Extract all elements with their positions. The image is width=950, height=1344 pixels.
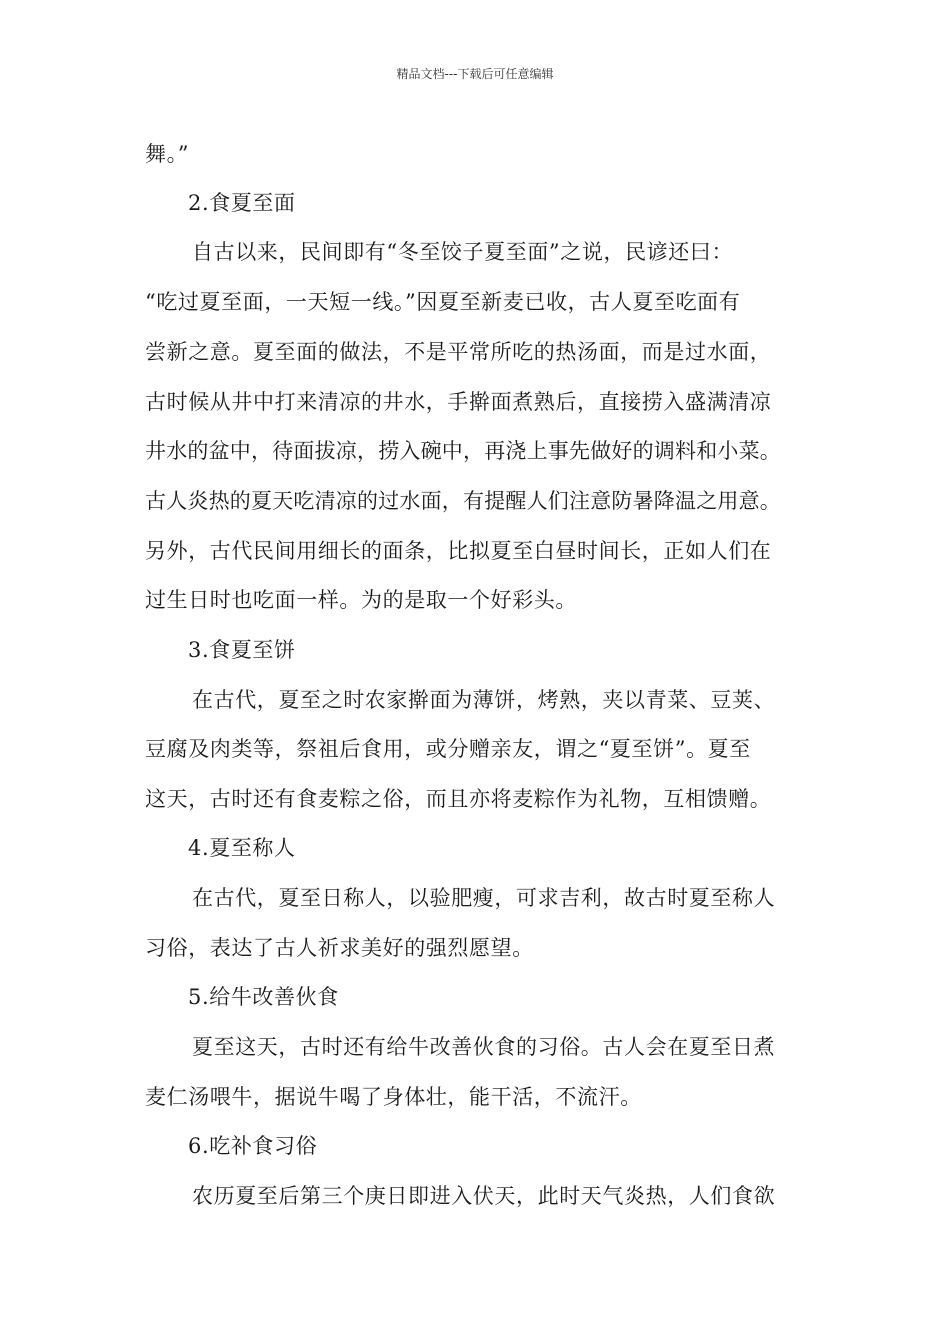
section-heading: 2.食夏至面 [188,191,296,215]
section-heading: 3.食夏至饼 [188,638,296,662]
text-line: 井水的盆中，待面拔凉，捞入碗中，再浇上事先做好的调料和小菜。 [145,439,781,463]
text-line: 尝新之意。夏至面的做法，不是平常所吃的热汤面，而是过水面， [145,340,772,364]
page-header: 精品文档---下载后可任意编辑 [396,67,554,81]
section-heading: 4.夏至称人 [188,836,296,860]
text-line: 舞。” [145,142,190,166]
text-line: 习俗，表达了古人祈求美好的强烈愿望。 [145,936,534,960]
section-heading: 5.给牛改善伙食 [188,985,339,1009]
text-line: 古时候从井中打来清凉的井水，手擀面煮熟后，直接捞入盛满清凉 [145,390,772,414]
text-line: 另外，古代民间用细长的面条，比拟夏至白昼时间长，正如人们在 [145,539,772,563]
section-heading: 6.吃补食习俗 [188,1134,318,1158]
text-line: 古人炎热的夏天吃清凉的过水面，有提醒人们注意防暑降温之用意。 [145,489,781,513]
text-line: 过生日时也吃面一样。为的是取一个好彩头。 [145,588,577,612]
text-line: 在古代，夏至之时农家擀面为薄饼，烤熟，夹以青菜、豆荚、 [192,688,776,712]
text-line: 在古代，夏至日称人，以验肥瘦，可求吉利，故古时夏至称人 [192,886,776,910]
text-line: 夏至这天，古时还有给牛改善伙食的习俗。古人会在夏至日煮 [192,1035,776,1059]
text-line: 自古以来，民间即有“冬至饺子夏至面”之说，民谚还曰： [192,240,734,264]
text-line: 这天，古时还有食麦粽之俗，而且亦将麦粽作为礼物，互相馈赠。 [145,787,772,811]
text-line: 麦仁汤喂牛，据说牛喝了身体壮，能干活，不流汗。 [145,1085,642,1109]
text-line: 豆腐及肉类等，祭祖后食用，或分赠亲友，谓之“夏至饼”。夏至 [145,737,751,761]
text-line: 农历夏至后第三个庚日即进入伏天，此时天气炎热，人们食欲 [192,1184,776,1208]
text-line: “吃过夏至面，一天短一线。”因夏至新麦已收，古人夏至吃面有 [145,290,741,314]
